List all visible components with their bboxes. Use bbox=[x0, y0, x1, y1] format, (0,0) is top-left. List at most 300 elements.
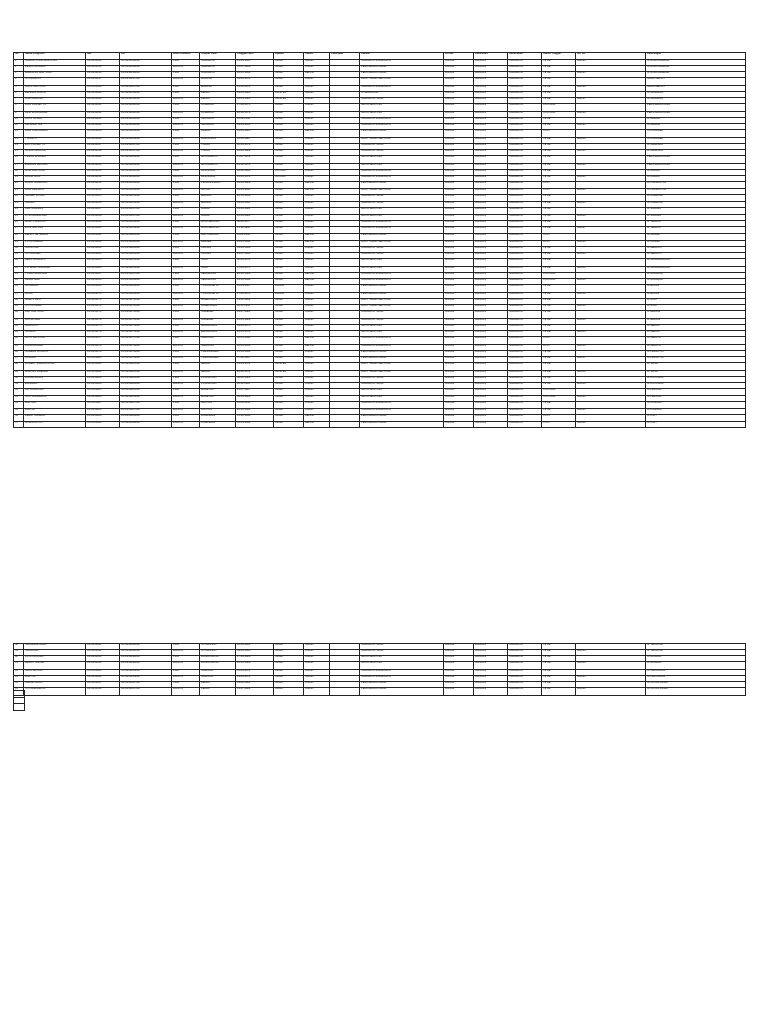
table-cell: WINDA ASTUTI bbox=[24, 422, 86, 428]
table-cell: KEDIRI bbox=[200, 98, 236, 104]
table-cell: 32 bbox=[14, 259, 24, 267]
table-cell: KRISTEN bbox=[274, 370, 304, 376]
table-cell: 001/004 bbox=[444, 169, 474, 175]
table-cell: 081235 bbox=[576, 72, 646, 78]
table-cell: 20 bbox=[14, 181, 24, 189]
table-cell: 3578051244 bbox=[86, 123, 120, 129]
table-cell: 3578051246 bbox=[86, 137, 120, 143]
table-cell: IWAN SETIADI bbox=[24, 669, 86, 675]
table-cell: SURABAYA SURAKARTA bbox=[360, 227, 444, 233]
table-cell: KAWIN bbox=[304, 195, 330, 201]
table-cell: KASMINI bbox=[24, 356, 86, 362]
table-cell bbox=[330, 207, 360, 215]
table-cell: 09-09-1976 bbox=[236, 324, 274, 330]
table-cell: TETAP bbox=[542, 201, 576, 207]
table-cell: KAWIN bbox=[304, 149, 330, 155]
table-cell: SURABAYA bbox=[508, 285, 542, 293]
table-row bbox=[14, 130, 746, 138]
table-cell: SUPARMAN HADI bbox=[24, 644, 86, 650]
table-cell: BELUM bbox=[304, 233, 330, 241]
table-cell: KAWIN bbox=[304, 98, 330, 104]
table-cell: JL KENARI bbox=[646, 241, 746, 247]
table-cell: SURABAYA bbox=[508, 221, 542, 227]
table-cell: 081265 bbox=[576, 675, 646, 681]
table-cell: 3578051277000 bbox=[120, 337, 172, 345]
table-cell: SIDOARJO bbox=[200, 117, 236, 123]
table-cell: BAYU SAPUTRA bbox=[24, 337, 86, 345]
table-cell: BUKIT INDAH SENTOSA bbox=[360, 298, 444, 304]
table-cell: KONTRAK bbox=[542, 279, 576, 285]
table-cell: 08-08-1977 bbox=[236, 221, 274, 227]
table-cell: BANGUN bbox=[474, 195, 508, 201]
table-cell: TETAP bbox=[542, 123, 576, 129]
table-cell: ISLAM bbox=[274, 662, 304, 670]
table-cell: PERUMAHAN INDAH bbox=[360, 130, 444, 138]
table-cell: WAHYU HIDAYAT bbox=[24, 221, 86, 227]
table-cell: 3578051259000 bbox=[120, 221, 172, 227]
table-cell: 3578051276 bbox=[86, 330, 120, 336]
table-cell: 24-06-1962 bbox=[236, 408, 274, 414]
table-cell: ADI NUGROHO bbox=[24, 388, 86, 396]
table-cell: 081251 bbox=[576, 279, 646, 285]
table-cell: BANGUN bbox=[474, 311, 508, 319]
table-cell: TETAP bbox=[542, 402, 576, 408]
table-cell: BANGUN bbox=[474, 669, 508, 675]
table-cell: JL PERKUTUT bbox=[646, 356, 746, 362]
table-cell: BANGUN bbox=[474, 221, 508, 227]
table-cell: 3578051275000 bbox=[120, 324, 172, 330]
table-cell: ISLAM bbox=[274, 221, 304, 227]
table-cell: 3578051255000 bbox=[120, 201, 172, 207]
table-cell: PRIA bbox=[172, 350, 200, 356]
table-cell: JL MAWAR bbox=[646, 123, 746, 129]
table-cell: SAMPANG bbox=[200, 344, 236, 350]
table-cell: SURABAYA TIMUR bbox=[360, 382, 444, 388]
table-cell: KOST bbox=[542, 337, 576, 345]
table-cell: 28-10-1958 bbox=[236, 195, 274, 201]
table-cell: SURABAYA bbox=[508, 330, 542, 336]
table-cell: SURABAYA bbox=[508, 155, 542, 163]
table-cell: GRIYA SENTOSA bbox=[360, 324, 444, 330]
table-cell: PRIA bbox=[172, 72, 200, 78]
table-cell: 081239 bbox=[576, 123, 646, 129]
table-cell: 44 bbox=[14, 337, 24, 345]
table-cell: 21 bbox=[14, 189, 24, 195]
table-cell: JL CUCAK RAWA bbox=[646, 682, 746, 688]
table-cell: TETAP bbox=[542, 408, 576, 414]
table-cell: KAWIN bbox=[304, 682, 330, 688]
table-cell: ISLAM bbox=[274, 155, 304, 163]
table-cell: 7 bbox=[14, 98, 24, 104]
table-cell bbox=[330, 337, 360, 345]
table-cell: PERUMAHAN INDAH bbox=[360, 356, 444, 362]
table-cell: 56 bbox=[14, 414, 24, 422]
table-cell: ISLAM bbox=[274, 78, 304, 86]
table-cell: PERUMAHAN INDAH bbox=[360, 72, 444, 78]
table-cell: 3578051279000 bbox=[120, 356, 172, 362]
table-cell: KAWIN bbox=[304, 66, 330, 72]
table-cell: TETAP bbox=[542, 682, 576, 688]
table-cell: 081252 bbox=[576, 292, 646, 298]
table-cell: BUKIT INDAH SENTOSA bbox=[360, 362, 444, 370]
table-cell: KAWIN bbox=[304, 370, 330, 376]
table-cell: 081249 bbox=[576, 253, 646, 259]
table-cell: 081243 bbox=[576, 175, 646, 181]
table-cell: 004/004 bbox=[444, 201, 474, 207]
table-cell: KAWIN bbox=[304, 356, 330, 362]
table-cell: 081256 bbox=[576, 344, 646, 350]
table-cell bbox=[576, 311, 646, 319]
table-cell: KAWIN bbox=[304, 207, 330, 215]
table-cell: DEWI PURNAMA bbox=[24, 66, 86, 72]
table-cell: WANITA bbox=[172, 356, 200, 362]
table-cell: 3578051295000 bbox=[120, 669, 172, 675]
table-cell: GRIYA SENTOSA bbox=[360, 388, 444, 396]
table-cell bbox=[576, 414, 646, 422]
table-cell: ANISA RAHMA bbox=[24, 344, 86, 350]
table-row bbox=[14, 207, 746, 215]
table-cell: ISLAM bbox=[274, 324, 304, 330]
table-cell: INDAH SARI bbox=[24, 279, 86, 285]
table-cell: 36 bbox=[14, 285, 24, 293]
table-cell: KAWIN bbox=[304, 78, 330, 86]
column-header: Keterangan bbox=[646, 53, 746, 60]
table-cell: JL ELANG bbox=[646, 285, 746, 293]
table-cell: WANITA bbox=[172, 422, 200, 428]
table-cell: TETAP bbox=[542, 356, 576, 362]
table-cell: TUBAN bbox=[200, 143, 236, 149]
table-cell: KOST bbox=[542, 233, 576, 241]
table-cell: SURABAYA bbox=[508, 215, 542, 221]
table-cell: 46 bbox=[14, 350, 24, 356]
column-header: KK bbox=[120, 53, 172, 60]
table-cell: BANGUN bbox=[474, 247, 508, 253]
table-cell: SURABAYA bbox=[200, 72, 236, 78]
table-cell: 002/004 bbox=[444, 414, 474, 422]
table-cell: 3578051251 bbox=[86, 169, 120, 175]
table-cell: PRIA bbox=[172, 298, 200, 304]
table-cell: PACITAN bbox=[200, 408, 236, 414]
table-cell: JL NURI bbox=[646, 305, 746, 311]
table-cell: 37 bbox=[14, 292, 24, 298]
table-cell: PERUMAHAN ASRI bbox=[646, 163, 746, 169]
table-cell: KAWIN bbox=[304, 662, 330, 670]
table-cell: SURABAYA SURAKARTA bbox=[360, 669, 444, 675]
table-cell: WANITA bbox=[172, 175, 200, 181]
table-cell: PRIA bbox=[172, 376, 200, 382]
table-cell: KAWIN bbox=[304, 85, 330, 91]
table-row bbox=[14, 662, 746, 670]
table-cell: KRISTEN bbox=[274, 362, 304, 370]
table-cell: KAWIN bbox=[304, 669, 330, 675]
table-cell: WANITA bbox=[172, 267, 200, 273]
table-cell: KATOLIK bbox=[274, 175, 304, 181]
table-cell: SURABAYA bbox=[508, 656, 542, 662]
table-cell: SURABAYA bbox=[508, 370, 542, 376]
table-cell: ISLAM bbox=[274, 259, 304, 267]
table-cell: BANGUN bbox=[474, 305, 508, 311]
table-cell: 001/004 bbox=[444, 675, 474, 681]
table-cell: TETAP bbox=[542, 253, 576, 259]
table-cell: PRIA bbox=[172, 324, 200, 330]
table-cell: KOST bbox=[542, 241, 576, 247]
table-cell: 081254 bbox=[576, 318, 646, 324]
table-cell: PRIA bbox=[172, 285, 200, 293]
table-cell: SURABAYA bbox=[508, 267, 542, 273]
table-cell: ISLAM bbox=[274, 350, 304, 356]
table-cell: YOGYAKARTA bbox=[200, 292, 236, 298]
table-cell: 3578051293000 bbox=[120, 662, 172, 670]
table-cell: 3578051271 bbox=[86, 298, 120, 304]
table-cell: 51 bbox=[14, 382, 24, 388]
table-cell: YOGYAKARTA bbox=[200, 285, 236, 293]
table-cell: KONTRAK bbox=[542, 388, 576, 396]
table-cell bbox=[330, 155, 360, 163]
table-cell: JL ELANG bbox=[646, 292, 746, 298]
table-cell: TRENGGALEK bbox=[200, 350, 236, 356]
table-cell: 3578051253000 bbox=[120, 181, 172, 189]
table-cell: 3578051272 bbox=[86, 305, 120, 311]
table-cell: BUKIT INDAH SENTOSA bbox=[360, 241, 444, 247]
table-cell: TETAP bbox=[542, 362, 576, 370]
table-cell: 3578051266 bbox=[86, 267, 120, 273]
table-cell: KAWIN bbox=[304, 376, 330, 382]
table-cell: PRIA bbox=[172, 104, 200, 112]
table-cell: 02-09-1989 bbox=[236, 396, 274, 402]
table-cell: BUDHA bbox=[274, 292, 304, 298]
table-cell: SURABAYA SURAKARTA bbox=[360, 117, 444, 123]
table-cell: GRIYA SENTOSA bbox=[360, 267, 444, 273]
table-cell: SURABAYA bbox=[508, 324, 542, 330]
table-cell: ISLAM bbox=[274, 675, 304, 681]
table-cell: 3578051249 bbox=[86, 155, 120, 163]
table-cell: KAWIN bbox=[304, 111, 330, 117]
table-cell: 004/004 bbox=[444, 247, 474, 253]
table-cell: 002/004 bbox=[444, 285, 474, 293]
table-cell: BANGUN bbox=[474, 201, 508, 207]
table-cell: 004/004 bbox=[444, 650, 474, 656]
table-cell: TRENGGALEK bbox=[200, 356, 236, 362]
table-cell: 19 bbox=[14, 175, 24, 181]
table-cell: 3578051265000 bbox=[120, 267, 172, 273]
table-cell: NGANJUK bbox=[200, 669, 236, 675]
table-cell: TETAP bbox=[542, 662, 576, 670]
table-cell: BELUM bbox=[304, 130, 330, 138]
table-cell: BANGUN bbox=[474, 650, 508, 656]
table-cell: ISLAM bbox=[274, 298, 304, 304]
table-cell: TETAP bbox=[542, 149, 576, 155]
table-cell: PRIA bbox=[172, 259, 200, 267]
table-cell: 43 bbox=[14, 330, 24, 336]
table-cell: 3578051254000 bbox=[120, 189, 172, 195]
table-cell: BANGUN bbox=[474, 376, 508, 382]
table-cell: 40 bbox=[14, 311, 24, 319]
table-cell: MAGETAN bbox=[200, 396, 236, 402]
table-cell: TETAP bbox=[542, 247, 576, 253]
table-cell: BELUM bbox=[304, 337, 330, 345]
table-cell: BONDOWOSO bbox=[200, 656, 236, 662]
table-cell: MARTHA SIREGAR bbox=[24, 370, 86, 376]
table-cell: KAWIN bbox=[304, 169, 330, 175]
table-row bbox=[14, 259, 746, 267]
table-cell: JL TERATAI bbox=[646, 227, 746, 233]
table-cell: 45 bbox=[14, 344, 24, 350]
table-cell: 003/004 bbox=[444, 189, 474, 195]
table-cell: SURABAYA TIMUR bbox=[360, 650, 444, 656]
table-cell: TETAP bbox=[542, 656, 576, 662]
table-cell: WANITA bbox=[172, 215, 200, 221]
table-cell: TETAP bbox=[542, 330, 576, 336]
table-cell: 3578051268 bbox=[86, 279, 120, 285]
table-cell: 06-06-1973 bbox=[236, 259, 274, 267]
table-cell bbox=[576, 388, 646, 396]
table-cell: 6 bbox=[14, 91, 24, 97]
table-row bbox=[14, 688, 746, 696]
table-cell: SUMENEP bbox=[200, 318, 236, 324]
table-cell: KOST bbox=[542, 422, 576, 428]
table-cell: KOST bbox=[542, 344, 576, 350]
table-cell: DWI CAHYONO bbox=[24, 311, 86, 319]
table-cell: TETAP bbox=[542, 259, 576, 267]
table-cell: BAMBANG HARYONO bbox=[24, 72, 86, 78]
table-cell: 03-01-1966 bbox=[236, 650, 274, 656]
table-cell: 25-12-1987 bbox=[236, 137, 274, 143]
table-cell: SURABAYA SURAKARTA bbox=[360, 337, 444, 345]
table-cell: 41 bbox=[14, 318, 24, 324]
table-cell: 004/004 bbox=[444, 376, 474, 382]
table-cell: 07-12-1967 bbox=[236, 356, 274, 362]
table-cell: ISLAM bbox=[274, 123, 304, 129]
table-cell bbox=[576, 259, 646, 267]
table-cell: JL TERATAI bbox=[646, 221, 746, 227]
table-cell: KAWIN bbox=[304, 60, 330, 66]
table-cell: BANGUN bbox=[474, 350, 508, 356]
table-cell: KAWIN bbox=[304, 305, 330, 311]
table-cell: 3578051278 bbox=[86, 344, 120, 350]
table-cell: JL KEPODANG bbox=[646, 669, 746, 675]
table-cell: ISLAM bbox=[274, 650, 304, 656]
table-cell: JL KASUARI bbox=[646, 402, 746, 408]
table-cell: JL PERKUTUT bbox=[646, 350, 746, 356]
table-cell: TETAP bbox=[542, 675, 576, 681]
table-cell: PRIA bbox=[172, 91, 200, 97]
table-cell: ISLAM bbox=[274, 305, 304, 311]
table-cell: 001/004 bbox=[444, 175, 474, 181]
column-header: Tempat Lahir bbox=[200, 53, 236, 60]
table-cell: 003/004 bbox=[444, 78, 474, 86]
table-cell: RATNA SARI bbox=[24, 318, 86, 324]
table-cell: KAWIN bbox=[304, 267, 330, 273]
table-cell: ISLAM bbox=[274, 267, 304, 273]
table-cell: SURABAYA bbox=[508, 181, 542, 189]
table-cell: KAWIN bbox=[304, 91, 330, 97]
table-cell: KAWIN bbox=[304, 221, 330, 227]
table-cell: BANGUN bbox=[474, 227, 508, 233]
table-cell: BANGUN bbox=[474, 388, 508, 396]
table-cell: SURABAYA bbox=[508, 388, 542, 396]
table-cell: 3578051247000 bbox=[120, 143, 172, 149]
table-cell: 42 bbox=[14, 324, 24, 330]
table-cell: SRI WAHYUNI bbox=[24, 123, 86, 129]
table-cell: SURABAYA bbox=[508, 376, 542, 382]
table-cell: 23-05-1971 bbox=[236, 175, 274, 181]
table-cell: JL RAJAWALI bbox=[646, 273, 746, 279]
table-cell: WANITA bbox=[172, 111, 200, 117]
table-cell: 005/004 bbox=[444, 163, 474, 169]
table-cell: 002/004 bbox=[444, 422, 474, 428]
table-cell: MOJOKERTO bbox=[200, 155, 236, 163]
table-cell: SURABAYA TIMUR bbox=[360, 195, 444, 201]
table-cell: JL KAMBOJA bbox=[646, 195, 746, 201]
table-cell: BANGUN bbox=[474, 382, 508, 388]
table-cell: KAWIN bbox=[304, 324, 330, 330]
table-cell: 01-01-1980 bbox=[236, 91, 274, 97]
table-cell: BANGUN bbox=[474, 356, 508, 362]
table-cell: 21-07-1987 bbox=[236, 388, 274, 396]
table-cell: 3578051273000 bbox=[120, 311, 172, 319]
table-cell: BANGKALAN bbox=[200, 330, 236, 336]
table-cell: JL AURA DHARMA bbox=[646, 66, 746, 72]
table-cell: TETAP bbox=[542, 285, 576, 293]
table-cell: TETAP bbox=[542, 78, 576, 86]
table-cell: KAWIN bbox=[304, 117, 330, 123]
table-cell: WANITA bbox=[172, 66, 200, 72]
table-cell: 31 bbox=[14, 253, 24, 259]
table-cell: SITI MAESAROH bbox=[24, 688, 86, 696]
table-cell: ISLAM bbox=[274, 189, 304, 195]
table-cell: 3578051251000 bbox=[120, 169, 172, 175]
table-cell: 3578051257000 bbox=[120, 207, 172, 215]
table-cell: FITRI HANDAYANI bbox=[24, 215, 86, 221]
table-cell: TETAP bbox=[542, 644, 576, 650]
table-cell: SLAMET RIYADI bbox=[24, 195, 86, 201]
table-cell: BANGUN bbox=[474, 117, 508, 123]
table-cell: GRIYA SENTOSA bbox=[360, 163, 444, 169]
table-cell: KAWIN bbox=[304, 137, 330, 143]
table-cell: KAWIN bbox=[304, 388, 330, 396]
table-cell: SURABAYA bbox=[508, 669, 542, 675]
table-cell: 004/004 bbox=[444, 318, 474, 324]
table-cell: 3578051240 bbox=[86, 98, 120, 104]
table-cell: TETAP bbox=[542, 169, 576, 175]
table-cell: JL KENARI bbox=[646, 233, 746, 241]
table-cell: TETAP bbox=[542, 311, 576, 319]
table-cell bbox=[576, 362, 646, 370]
table-cell: 3578051275000 bbox=[120, 330, 172, 336]
table-cell: 081255 bbox=[576, 330, 646, 336]
table-cell: YULIANTI bbox=[24, 137, 86, 143]
table-cell: RUDI HARTONO bbox=[24, 169, 86, 175]
table-cell: SURABAYA TIMUR bbox=[360, 247, 444, 253]
table-cell: 3578051281 bbox=[86, 362, 120, 370]
table-cell: 02-02-1969 bbox=[236, 169, 274, 175]
table-cell bbox=[576, 130, 646, 138]
table-cell: 3578051285000 bbox=[120, 396, 172, 402]
table-cell: 004/004 bbox=[444, 644, 474, 650]
table-cell: BANGUN bbox=[474, 104, 508, 112]
table-cell: IMAM SYAFII bbox=[24, 298, 86, 304]
table-cell: 3578051285 bbox=[86, 388, 120, 396]
table-cell: BELUM bbox=[304, 241, 330, 247]
table-cell: SURABAYA bbox=[200, 66, 236, 72]
table-cell: 38 bbox=[14, 298, 24, 304]
table-cell: BANGUN bbox=[474, 155, 508, 163]
table-cell: 3578051241000 bbox=[120, 104, 172, 112]
table-cell: SURABAYA bbox=[508, 337, 542, 345]
table-cell: 3578051259000 bbox=[120, 227, 172, 233]
table-cell: KAWIN bbox=[304, 247, 330, 253]
table-cell: SURABAYA SURAKARTA bbox=[360, 408, 444, 414]
